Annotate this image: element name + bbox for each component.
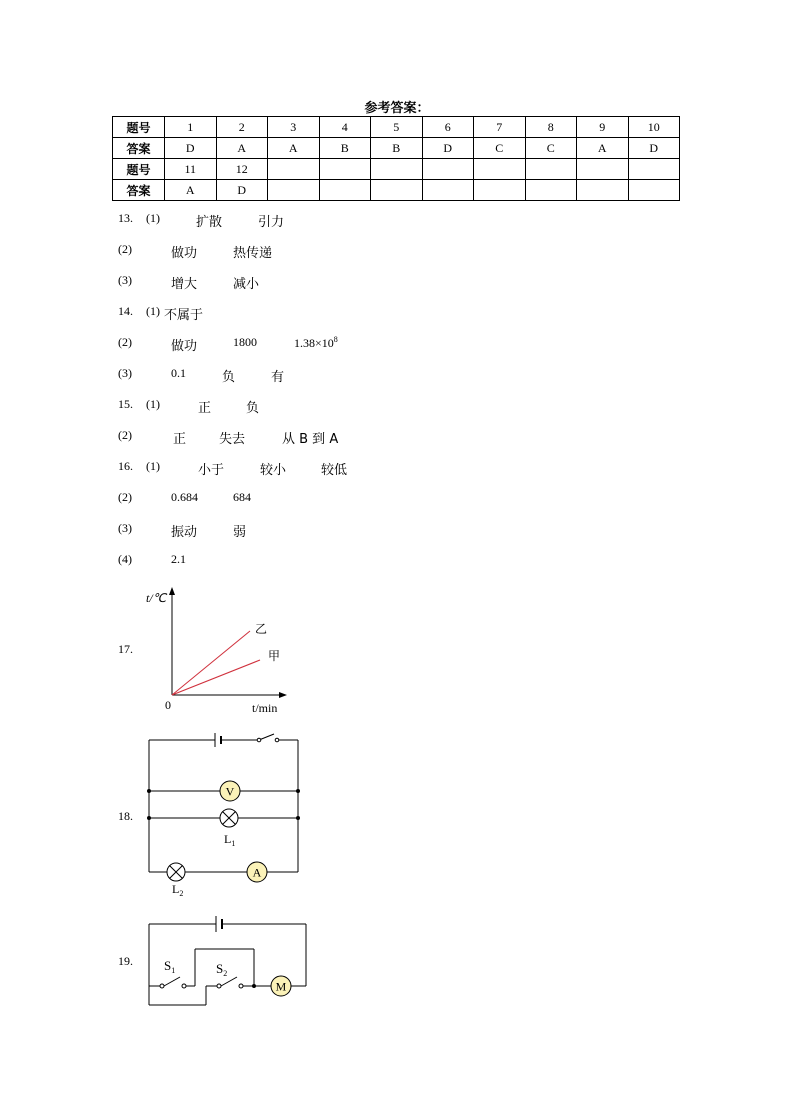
part-number: (1) bbox=[146, 459, 160, 473]
lamp-l2-label: $L_2$ bbox=[172, 882, 184, 898]
part-number: (1) bbox=[146, 304, 160, 318]
y-axis-label: t/℃ bbox=[146, 591, 167, 605]
table-cell: A bbox=[268, 138, 320, 159]
table-cell: D bbox=[422, 138, 474, 159]
switch-s2-label: $S_2$ bbox=[216, 961, 228, 978]
answer-text: 失去 bbox=[219, 432, 246, 447]
part-number: (3) bbox=[118, 366, 132, 380]
table-cell: 4 bbox=[319, 117, 371, 138]
voltmeter-symbol: V bbox=[225, 784, 235, 799]
table-cell bbox=[371, 180, 423, 201]
answer-text: 从 B 到 A bbox=[282, 432, 339, 447]
q17-number: 17. bbox=[118, 642, 133, 656]
table-row bbox=[113, 117, 680, 138]
answer-text: 0.684 bbox=[171, 490, 198, 504]
junction-dot bbox=[147, 816, 151, 820]
part-number: (2) bbox=[118, 490, 132, 504]
q18-circuit-diagram bbox=[140, 728, 310, 903]
answer-text: 引力 bbox=[258, 215, 285, 230]
table-cell: D bbox=[165, 138, 217, 159]
line-label-yi: 乙 bbox=[255, 622, 268, 636]
table-cell bbox=[422, 180, 474, 201]
q19-circuit-diagram bbox=[140, 912, 315, 1012]
table-cell: C bbox=[474, 138, 526, 159]
table-cell bbox=[525, 180, 577, 201]
switch-s2-blade bbox=[221, 977, 237, 986]
table-cell: 1 bbox=[165, 117, 217, 138]
table-cell bbox=[525, 159, 577, 180]
row-header-cell: 题号 bbox=[113, 117, 165, 138]
table-cell bbox=[319, 180, 371, 201]
table-cell: 3 bbox=[268, 117, 320, 138]
answer-base: 1.38×10 bbox=[294, 336, 334, 350]
switch-s2-pivot bbox=[217, 984, 221, 988]
x-axis-label: t/min bbox=[252, 701, 278, 715]
table-cell: 5 bbox=[371, 117, 423, 138]
switch-s1-label: $S_1$ bbox=[164, 958, 176, 975]
table-cell bbox=[268, 180, 320, 201]
table-cell bbox=[577, 180, 629, 201]
table-row bbox=[113, 180, 680, 201]
answer-text: 较低 bbox=[321, 463, 348, 478]
answer-text: 0.1 bbox=[171, 366, 186, 380]
part-number: (2) bbox=[118, 242, 132, 256]
part-number: (3) bbox=[118, 273, 132, 287]
lamp-l2-icon bbox=[167, 863, 185, 881]
q17-temperature-graph bbox=[140, 585, 300, 715]
table-cell bbox=[319, 159, 371, 180]
answer-text: 2.1 bbox=[171, 552, 186, 566]
table-cell: B bbox=[371, 138, 423, 159]
answer-text: 负 bbox=[246, 401, 260, 416]
line-label-jia: 甲 bbox=[268, 649, 281, 663]
part-number: (4) bbox=[118, 552, 132, 566]
answer-text: 负 bbox=[222, 370, 236, 385]
lamp-l1-icon bbox=[220, 809, 238, 827]
answer-text: 弱 bbox=[233, 525, 247, 540]
table-cell bbox=[474, 159, 526, 180]
table-cell: 8 bbox=[525, 117, 577, 138]
table-cell: A bbox=[165, 180, 217, 201]
motor-symbol: M bbox=[275, 979, 287, 994]
y-axis-arrow bbox=[169, 587, 175, 595]
answer-text: 减小 bbox=[233, 277, 260, 292]
question-number: 15. bbox=[118, 397, 133, 411]
answer-text: 扩散 bbox=[196, 215, 223, 230]
table-cell: 6 bbox=[422, 117, 474, 138]
answer-key-title: 参考答案： bbox=[364, 101, 430, 116]
answer-text: 做功 bbox=[171, 339, 198, 354]
table-cell: A bbox=[577, 138, 629, 159]
junction-dot bbox=[296, 789, 300, 793]
table-cell bbox=[628, 180, 680, 201]
table-cell: D bbox=[216, 180, 268, 201]
line-yi bbox=[172, 631, 250, 695]
table-cell: 10 bbox=[628, 117, 680, 138]
part-number: (3) bbox=[118, 521, 132, 535]
table-cell: C bbox=[525, 138, 577, 159]
answer-table bbox=[112, 116, 680, 201]
table-cell: D bbox=[628, 138, 680, 159]
table-cell: A bbox=[216, 138, 268, 159]
answer-text: 振动 bbox=[171, 525, 198, 540]
q19-number: 19. bbox=[118, 954, 133, 968]
switch-s2-contact bbox=[239, 984, 243, 988]
part-number: (1) bbox=[146, 211, 160, 225]
answer-exponent: 8 bbox=[333, 335, 338, 344]
part-number: (2) bbox=[118, 428, 132, 442]
switch-contact bbox=[275, 738, 279, 742]
line-jia bbox=[172, 660, 260, 695]
q18-number: 18. bbox=[118, 809, 133, 823]
question-number: 16. bbox=[118, 459, 133, 473]
switch-s1-contact bbox=[182, 984, 186, 988]
answer-text: 1800 bbox=[233, 335, 257, 349]
x-axis-arrow bbox=[279, 692, 287, 698]
table-cell: 7 bbox=[474, 117, 526, 138]
answer-text: 不属于 bbox=[164, 308, 204, 323]
row-header-cell: 答案 bbox=[113, 180, 165, 201]
answer-text: 小于 bbox=[198, 463, 225, 478]
junction-dot bbox=[147, 789, 151, 793]
lamp-l1-label: $L_1$ bbox=[224, 832, 236, 848]
question-number: 13. bbox=[118, 211, 133, 225]
junction-dot bbox=[296, 816, 300, 820]
table-cell: B bbox=[319, 138, 371, 159]
answer-text: 较小 bbox=[260, 463, 287, 478]
part-number: (2) bbox=[118, 335, 132, 349]
table-cell bbox=[422, 159, 474, 180]
answer-text: 增大 bbox=[171, 277, 198, 292]
switch-blade bbox=[259, 734, 274, 740]
table-cell: 9 bbox=[577, 117, 629, 138]
answer-text: 正 bbox=[173, 432, 187, 447]
answer-text: 热传递 bbox=[233, 246, 273, 261]
origin-label: 0 bbox=[165, 698, 171, 712]
table-cell: 12 bbox=[216, 159, 268, 180]
table-row bbox=[113, 159, 680, 180]
switch-pivot bbox=[257, 738, 261, 742]
answer-text: 正 bbox=[198, 401, 212, 416]
answer-text: 有 bbox=[271, 370, 285, 385]
table-cell bbox=[268, 159, 320, 180]
table-cell: 11 bbox=[165, 159, 217, 180]
table-cell: 2 bbox=[216, 117, 268, 138]
answer-text: 684 bbox=[233, 490, 251, 504]
table-row bbox=[113, 138, 680, 159]
answer-text bbox=[294, 335, 338, 351]
table-cell bbox=[577, 159, 629, 180]
table-cell bbox=[628, 159, 680, 180]
switch-s1-blade bbox=[164, 977, 180, 986]
table-cell bbox=[474, 180, 526, 201]
question-number: 14. bbox=[118, 304, 133, 318]
row-header-cell: 题号 bbox=[113, 159, 165, 180]
table-cell bbox=[371, 159, 423, 180]
part-number: (1) bbox=[146, 397, 160, 411]
junction-dot bbox=[252, 984, 256, 988]
row-header-cell: 答案 bbox=[113, 138, 165, 159]
answer-text: 做功 bbox=[171, 246, 198, 261]
ammeter-symbol: A bbox=[252, 865, 262, 880]
switch-s1-pivot bbox=[160, 984, 164, 988]
